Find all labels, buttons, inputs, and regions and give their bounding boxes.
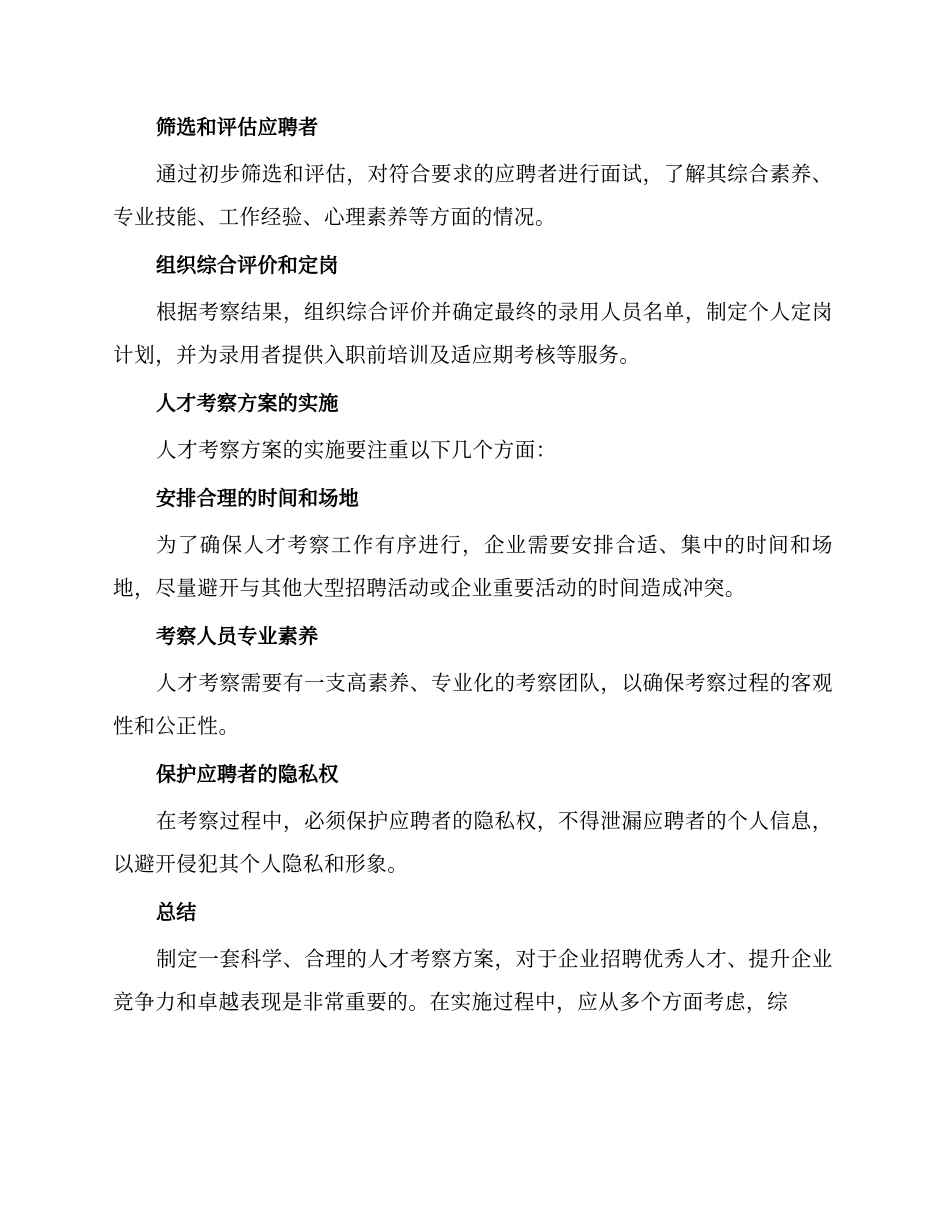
section-paragraph: 制定一套科学、合理的人才考察方案，对于企业招聘优秀人才、提升企业竞争力和卓越表现是非常重要的。在实施过程中，应从多个方面考虑，综 <box>113 947 833 1014</box>
section-paragraph: 通过初步筛选和评估，对符合要求的应聘者进行面试，了解其综合素养、专业技能、工作经验、心理素养等方面的情况。 <box>113 162 833 229</box>
section-heading: 安排合理的时间和场地 <box>156 486 359 510</box>
section-heading: 保护应聘者的隐私权 <box>156 762 339 786</box>
section-paragraph: 为了确保人才考察工作有序进行，企业需要安排合适、集中的时间和场地，尽量避开与其他大型招聘活动或企业重要活动的时间造成冲突。 <box>113 533 833 600</box>
section-paragraph: 人才考察方案的实施要注重以下几个方面： <box>156 438 557 462</box>
section-heading: 筛选和评估应聘者 <box>156 115 319 139</box>
section-heading: 人才考察方案的实施 <box>156 391 339 415</box>
section-paragraph: 在考察过程中，必须保护应聘者的隐私权，不得泄漏应聘者的个人信息，以避开侵犯其个人隐私和形象。 <box>113 809 833 876</box>
section-heading: 考察人员专业素养 <box>156 624 319 648</box>
section-heading: 组织综合评价和定岗 <box>156 253 339 277</box>
document-body <box>113 109 833 1032</box>
section-paragraph: 根据考察结果，组织综合评价并确定最终的录用人员名单，制定个人定岗计划，并为录用者提供入职前培训及适应期考核等服务。 <box>113 300 833 367</box>
section-paragraph: 人才考察需要有一支高素养、专业化的考察团队，以确保考察过程的客观性和公正性。 <box>113 671 833 738</box>
section-heading: 总结 <box>156 900 197 924</box>
